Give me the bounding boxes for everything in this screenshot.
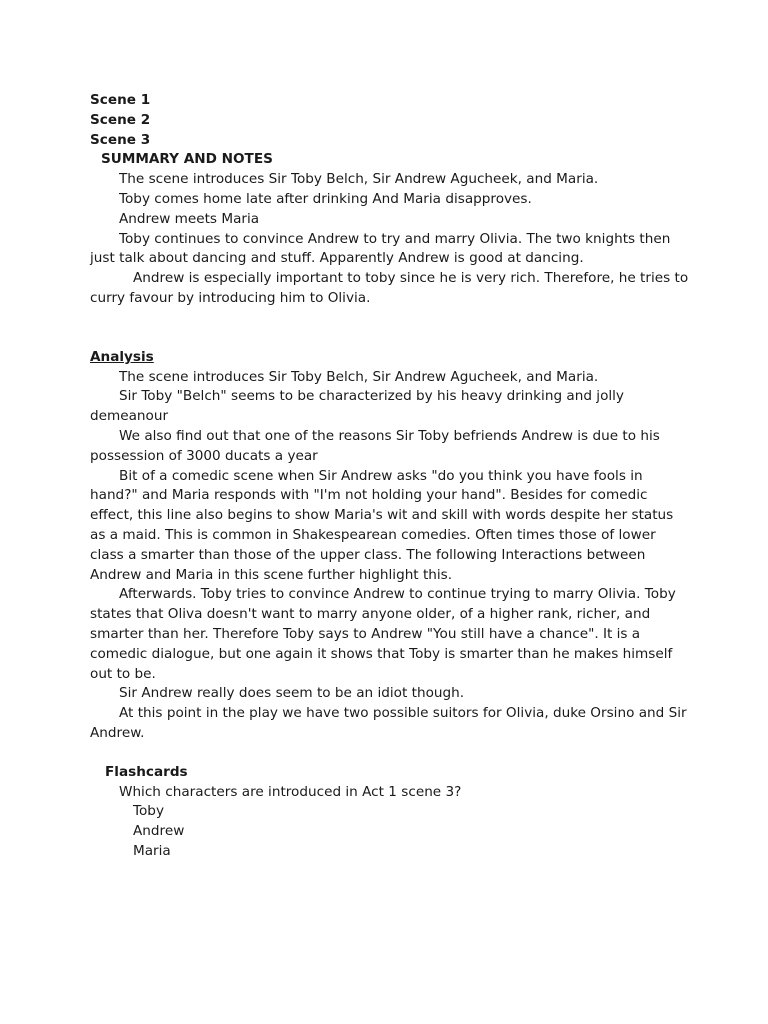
summary-paragraph: Andrew is especially important to toby since he is very rich. Therefore, he tries to curry favour by introducing him to Olivia. [90, 270, 689, 306]
scene-1-heading: Scene 1 [90, 92, 151, 108]
analysis-paragraph: We also find out that one of the reasons Sir Toby befriends Andrew is due to his possession of 3000 ducats a year [90, 427, 660, 464]
spacer [90, 309, 690, 348]
flashcard-question: Which characters are introduced in Act 1 scene 3? [119, 783, 462, 800]
flashcard-answer: Maria [133, 842, 171, 859]
analysis-paragraph: At this point in the play we have two possible suitors for Olivia, duke Orsino and Sir Andrew. [90, 705, 687, 741]
flashcards-heading: Flashcards [105, 763, 188, 780]
document-content [90, 91, 690, 862]
analysis-paragraph: Sir Andrew really does seem to be an idiot though. [119, 685, 465, 702]
summary-line: The scene introduces Sir Toby Belch, Sir Andrew Agucheek, and Maria. [119, 171, 599, 188]
summary-heading: SUMMARY AND NOTES [101, 151, 273, 168]
analysis-paragraph: Bit of a comedic scene when Sir Andrew asks "do you think you have fools in hand?" and Maria responds with "I'm not holding your hand". Besides for comedic effect, this line also begins to show Maria's wit and skill with words despite her status as a maid. This is common in Shakespearean comedies. Often times those of lower class a smarter than those of the upper class. The following Interactions between Andrew and Maria in this scene further highlight this. [90, 467, 674, 583]
spacer [90, 744, 690, 763]
analysis-paragraph: The scene introduces Sir Toby Belch, Sir Andrew Agucheek, and Maria. [119, 368, 599, 385]
analysis-paragraph: Sir Toby "Belch" seems to be characterized by his heavy drinking and jolly demeanour [90, 388, 624, 425]
analysis-heading: Analysis [90, 348, 154, 365]
scene-3-heading: Scene 3 [90, 131, 151, 148]
summary-line: Andrew meets Maria [119, 210, 260, 227]
flashcard-answer: Andrew [133, 823, 185, 840]
flashcard-answer: Toby [133, 803, 164, 820]
analysis-paragraph: Afterwards. Toby tries to convince Andrew to continue trying to marry Olivia. Toby states that Oliva doesn't want to marry anyone older, of a higher rank, richer, and smarter than her. Therefore Toby says to Andrew "You still have a chance". It is a comedic dialogue, but one again it shows that Toby is smarter than he makes himself out to be. [90, 586, 676, 682]
scene-2-heading: Scene 2 [90, 111, 151, 128]
summary-line: Toby comes home late after drinking And Maria disapproves. [119, 190, 532, 207]
summary-paragraph: Toby continues to convince Andrew to try and marry Olivia. The two knights then just talk about dancing and stuff. Apparently Andrew is good at dancing. [90, 230, 671, 267]
